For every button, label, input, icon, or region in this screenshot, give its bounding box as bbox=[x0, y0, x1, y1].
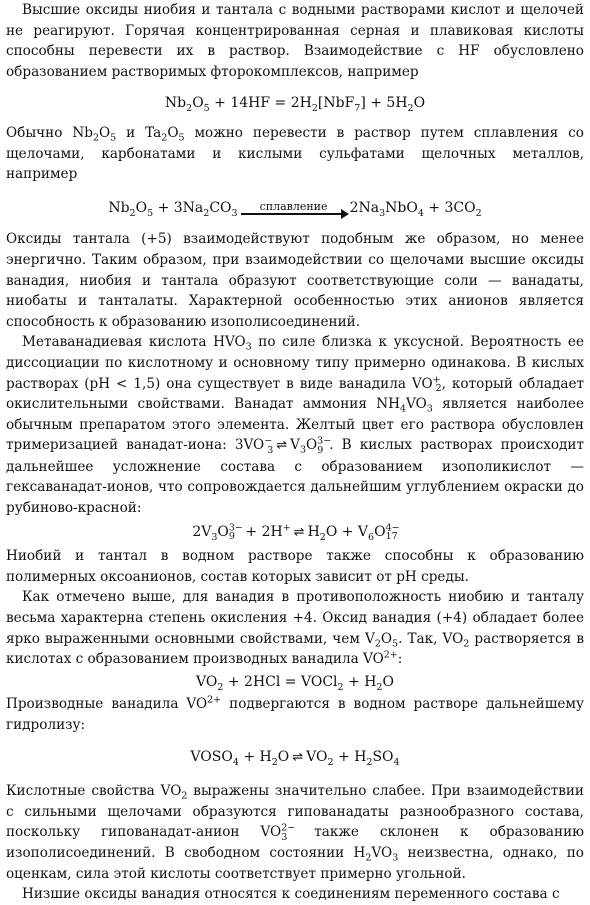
paragraph-text: Ниобий и тантал в водном растворе также способны к образованию полимерных оксоанионов, состав которых зависит от pH среды. bbox=[6, 548, 584, 585]
text: . Так, VO bbox=[398, 630, 464, 647]
equation-vo2-hcl: $VO_2 + 2HCl$ = VOCl$_2$ + $H_2O$ bbox=[196, 673, 394, 693]
text: O bbox=[98, 124, 111, 141]
text: растворяется в кислотах с образованием производных ванадила VO bbox=[6, 630, 584, 668]
paragraph-lower-oxides bbox=[6, 884, 584, 905]
paragraph-niobium-oxides bbox=[6, 0, 584, 82]
document-page bbox=[6, 0, 584, 905]
text: O bbox=[380, 630, 393, 647]
paragraph-hypovanadates: Кислотные свойства $VO_2$ выражены значительно слабее. При взаимодействии с сильными щелочами образуются гипованадаты разнообразного состава, поскольку гипованадат-анион $VO^{2-}_3$ также склонен к образованию изополисоединений. В свободном состоянии $H_2VO_3$ неизвестна, однако, по оценкам, сила этой кислоты соответствует примерно угольной. bbox=[6, 783, 584, 882]
paragraph-text: Высшие оксиды ниобия и тантала с водными растворами кислот и щелочей не реагируют. Горячая концентрированная серная и плавиковая кислоты способны перевести их в раствор. Взаимодействие с HF обусловлено образованием растворимых фторокомплексов, например bbox=[6, 2, 584, 80]
paragraph-polymeric-oxoanions bbox=[6, 546, 584, 587]
text: Метаванадиевая кислота HVO bbox=[22, 334, 246, 351]
paragraph-text: Низшие оксиды ванадия относятся к соединениям переменного состава с bbox=[22, 886, 560, 903]
text: неизвестна, однако, по оценкам, сила этой кислоты соответствует примерно угольной. bbox=[6, 844, 584, 882]
equation-hexavanadate: $2V_3O^{3-}_9 + 2H^+$ ⇌ $H_2O + V_6O^{4-}_{17}$ bbox=[192, 522, 400, 543]
text: подвергаются в водном растворе дальнейшему гидролизу: bbox=[6, 696, 584, 733]
text: V bbox=[290, 437, 300, 454]
paragraph-text: Оксиды тантала (+5) взаимодействуют подобным же образом, но менее энергично. Таким образом, при взаимодействии со щелочами высшие оксиды ванадия, ниобия и тантала образуют соответствующие соли — ванадаты, ниобаты и танталаты. Характерной особенностью этих анионов является способность к образованию изополисоединений. bbox=[6, 231, 584, 330]
equation-nb2o5-na2co3: $Nb_2O_5 + 3Na_2CO_3$ сплавление $2Na_3NbO_4 + 3CO_2$ bbox=[108, 199, 482, 219]
text: : bbox=[397, 651, 403, 668]
equilibrium-arrow: ⇌ bbox=[292, 749, 304, 765]
text: Обычно Nb bbox=[6, 124, 93, 141]
text: Кислотные свойства VO bbox=[6, 783, 182, 800]
text: можно перевести в раствор путем сплавления со щелочами, карбонатами и кислыми сульфатами щелочных металлов, например bbox=[6, 124, 584, 183]
equilibrium-arrow: ⇌ bbox=[276, 438, 288, 454]
text: . В кислых растворах происходит дальнейшее усложнение состава с образованием изополикислот — гексаванадат-ионов, что сопровождается дальнейшим углублением окраски до рубиново-красной: bbox=[6, 437, 584, 517]
paragraph-vanadium-plus4: Как отмечено выше, для ванадия в противоположность ниобию и танталу весьма характерна степень окисления +4. Оксид ванадия (+4) обладает более ярко выраженными основными свойствами, чем $V_2O_5$. Так, $VO_2$ растворяется в кислотах с образованием производных ванадила $VO^{2+}$: bbox=[6, 589, 584, 668]
text: также склонен к образованию изополисоединений. В свободном состоянии H bbox=[6, 824, 584, 861]
paragraph-vanadyl-hydrolysis: Производные ванадила $VO^{2+}$ подвергаются в водном растворе дальнейшему гидролизу: bbox=[6, 694, 584, 733]
text: O bbox=[167, 124, 179, 141]
text: является наиболее обычным препаратом этого элемента. Желтый цвет его раствора обусловлен тримеризацией ванадат-иона: 3VO bbox=[6, 396, 584, 454]
fusion-arrow bbox=[241, 201, 347, 215]
equation-voso4-hydrolysis: $VOSO_4 + H_2O$ ⇌ $VO_2 + H_2SO_4$ bbox=[190, 748, 400, 768]
text: VO bbox=[371, 844, 393, 861]
equation-nb2o5-hf: $Nb_2O_5 + 14HF = 2H_2[NbF_7] + 5H_2O$ bbox=[164, 95, 426, 115]
arrow-line bbox=[241, 213, 347, 215]
equilibrium-arrow: ⇌ bbox=[293, 524, 305, 540]
text: , который обладает окислительными свойствами. Ванадат аммония NH bbox=[6, 375, 585, 413]
paragraph-fusion: Обычно $Nb_2O_5$ и $Ta_2O_5$ можно перевести в раствор путем сплавления со щелочами, карбонатами и кислыми сульфатами щелочных металлов, например bbox=[6, 124, 584, 183]
paragraph-metavanadic-acid: Метаванадиевая кислота $HVO_3$ по силе близка к уксусной. Вероятность ее диссоциации по кислотному и основному типу примерно одинакова. В кислых растворах (pH < 1,5) она существует в виде ванадила $VO^+_2$, который обладает окислительными свойствами. Ванадат аммония $NH_4VO_3$ является наиболее обычным препаратом этого элемента. Желтый цвет его раствора обусловлен тримеризацией ванадат-иона: $3VO^-_3$ ⇌ $V_3O^{3-}_9$ . В кислых растворах происходит дальнейшее усложнение состава с образованием изополикислот — гексаванадат-ионов, что сопровождается дальнейшим углублением окраски до рубиново-красной: bbox=[6, 334, 585, 517]
text: O bbox=[306, 437, 318, 454]
text: по силе близка к уксусной. Вероятность ее диссоциации по кислотному и основному типу примерно одинакова. В кислых растворах (pH < 1,5) она существует в виде ванадила VO bbox=[6, 334, 584, 392]
paragraph-tantalum-oxides bbox=[6, 229, 584, 332]
text: VO bbox=[406, 396, 427, 413]
text: Как отмечено выше, для ванадия в противоположность ниобию и танталу весьма характерна степень окисления +4. Оксид ванадия (+4) обладает более ярко выраженными основными свойствами, чем V bbox=[6, 589, 584, 647]
text: и Ta bbox=[116, 124, 162, 141]
arrow-label: сплавление bbox=[259, 199, 328, 213]
text: Производные ванадила VO bbox=[6, 696, 208, 713]
text: выражены значительно слабее. При взаимодействии с сильными щелочами образуются гипованадаты разнообразного состава, поскольку гипованадат-анион VO bbox=[6, 783, 584, 841]
